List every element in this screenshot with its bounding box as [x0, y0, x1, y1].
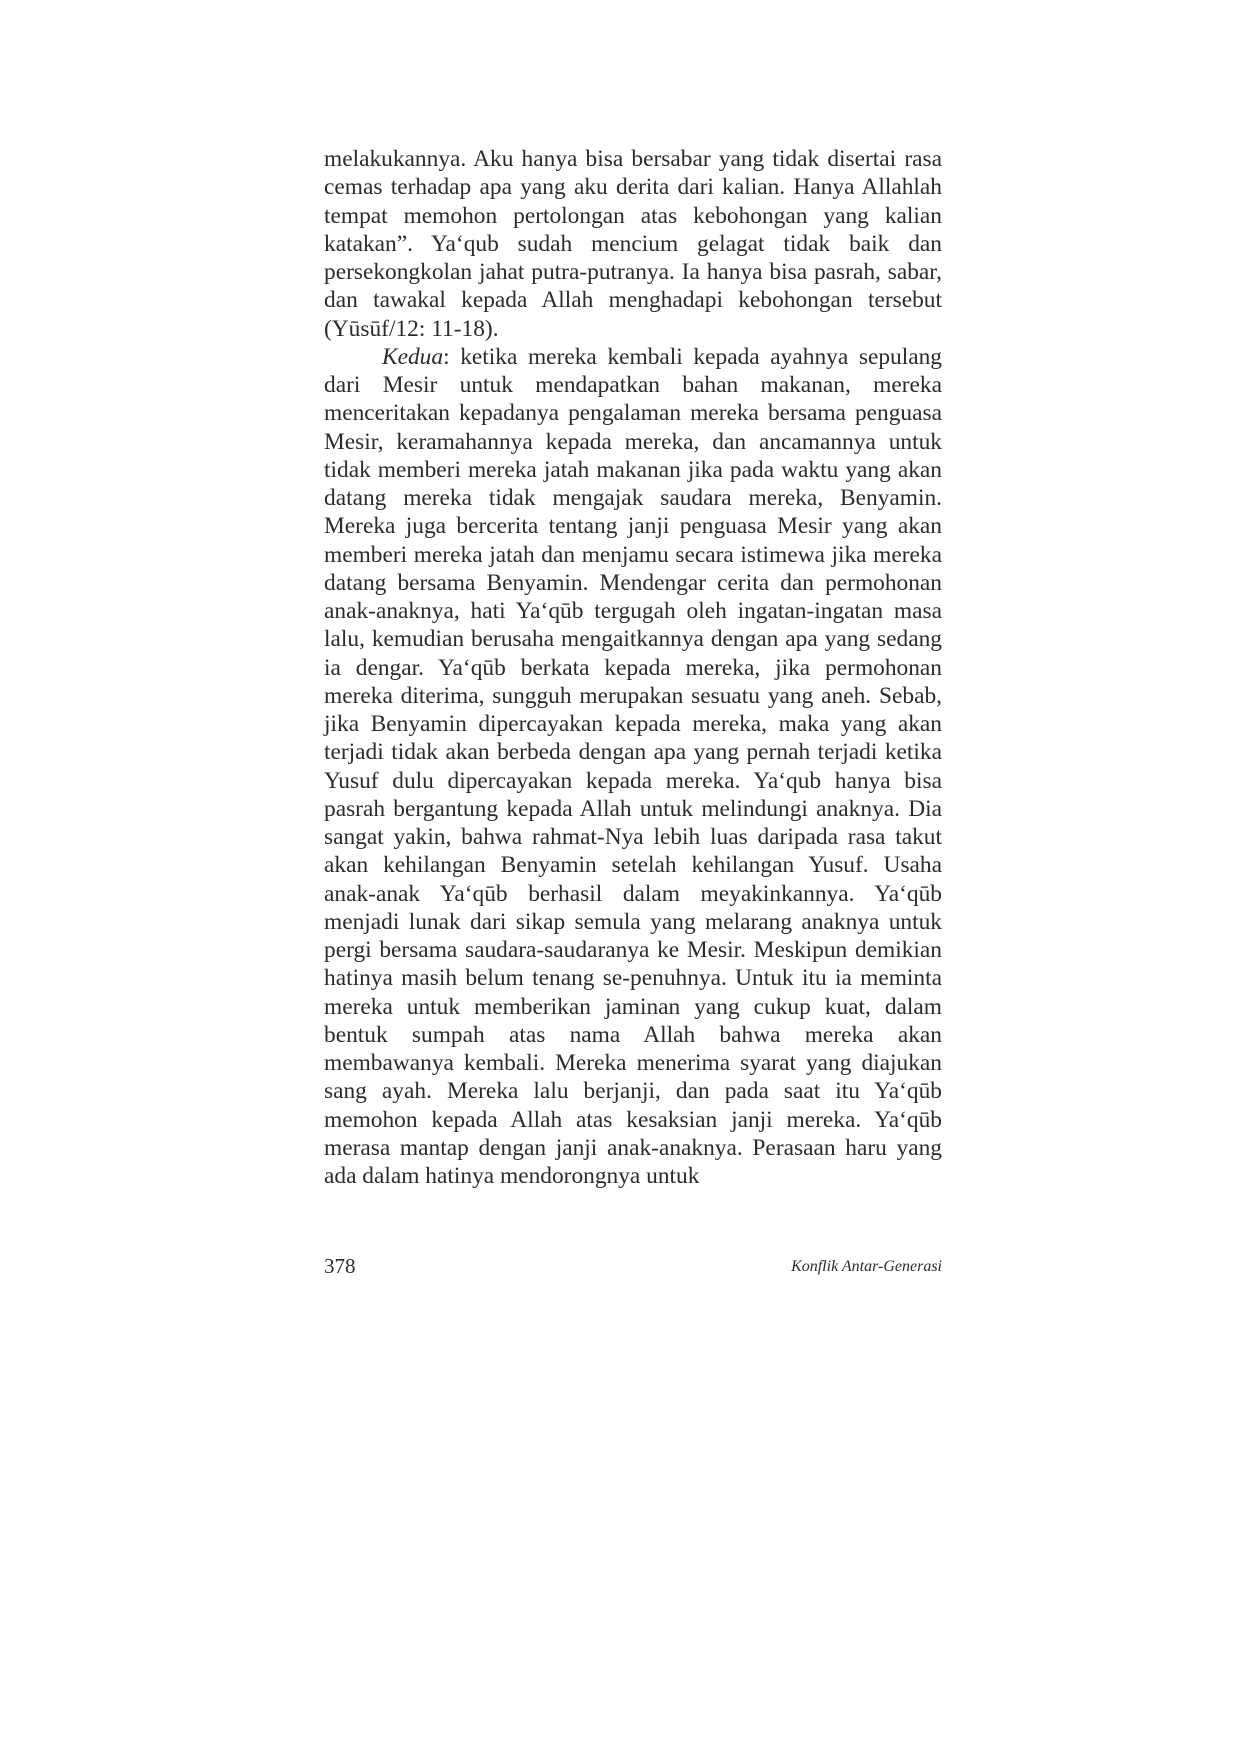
page-number: 378 — [324, 1254, 356, 1278]
paragraph-2 — [324, 343, 942, 1191]
running-title: Konflik Antar-Generasi — [791, 1258, 942, 1275]
page-footer — [324, 1254, 942, 1284]
body-text — [324, 145, 942, 1190]
paragraph-1: melakukannya. Aku hanya bisa bersabar yang tidak disertai rasa cemas terhadap apa yang aku derita dari kalian. Hanya Allahlah tempat memohon pertolongan atas kebohongan yang kalian katakan”. Ya‘qub sudah mencium gelagat tidak baik dan persekongkolan jahat putra-putranya. Ia hanya bisa pasrah, sabar, dan tawakal kepada Allah menghadapi kebohongan tersebut (Yūsūf/12: 11-18). — [324, 146, 942, 342]
paragraph-2-lead: Kedua — [382, 343, 444, 370]
paragraph-2-text: : ketika mereka kembali kepada ayahnya sepulang dari Mesir untuk mendapatkan bahan makanan, mereka menceritakan kepadanya pengalaman mereka bersama penguasa Mesir, keramahannya kepada mereka, dan ancamannya untuk tidak memberi mereka jatah makanan jika pada waktu yang akan datang mereka tidak mengajak saudara mereka, Benyamin. Mereka juga bercerita tentang janji penguasa Mesir yang akan memberi mereka jatah dan menjamu secara istimewa jika mereka datang bersama Benyamin. Mendengar cerita dan permohonan anak-anaknya, hati Ya‘qūb tergugah oleh ingatan-ingatan masa lalu, kemudian berusaha mengaitkannya dengan apa yang sedang ia dengar. Ya‘qūb berkata kepada mereka, jika permohonan mereka diterima, sungguh merupakan sesuatu yang aneh. Sebab, jika Benyamin dipercayakan kepada mereka, maka yang akan terjadi tidak akan berbeda dengan apa yang pernah terjadi ketika Yusuf dulu dipercayakan kepada mereka. Ya‘qub hanya bisa pasrah bergantung kepada Allah untuk melindungi anaknya. Dia sangat yakin, bahwa rahmat-Nya lebih luas daripada rasa takut akan kehilangan Benyamin setelah kehilangan Yusuf. Usaha anak-anak Ya‘qūb berhasil dalam meyakinkannya. Ya‘qūb menjadi lunak dari sikap semula yang melarang anaknya untuk pergi bersama saudara-saudaranya ke Mesir. Meskipun demikian hatinya masih belum tenang se-penuhnya. Untuk itu ia meminta mereka untuk memberikan jaminan yang cukup kuat, dalam bentuk sumpah atas nama Allah bahwa mereka akan membawanya kembali. Mereka menerima syarat yang diajukan sang ayah. Mereka lalu berjanji, dan pada saat itu Ya‘qūb memohon kepada Allah atas kesaksian janji mereka. Ya‘qūb merasa mantap dengan janji anak-anaknya. Perasaan haru yang ada dalam hatinya mendorongnya untuk — [324, 343, 942, 1189]
